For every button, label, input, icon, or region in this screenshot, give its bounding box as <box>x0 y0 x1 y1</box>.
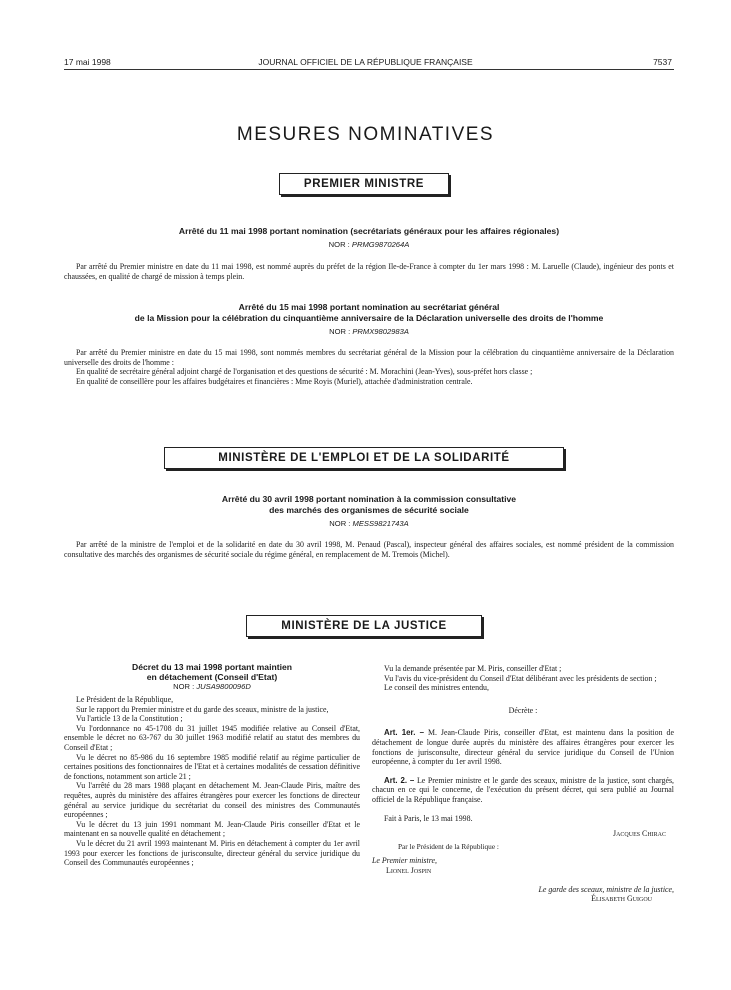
nor-label: NOR : <box>329 519 351 528</box>
visa-paragraph: Vu l'ordonnance no 45-1708 du 31 juillet 1945 modifiée relative au Conseil d'Etat, ensemble le décret no 63-767 du 30 juillet 1963 modifié relatif au statut des membres du Conseil d'Etat ; <box>64 723 360 752</box>
arrete-title-line: des marchés des organismes de sécurité sociale <box>269 504 469 515</box>
arrete-title-line: de la Mission pour la célébration du cinquantième anniversaire de la Déclaration universelle des droits de l'homme <box>134 312 604 323</box>
visa-paragraph: Vu le décret du 13 juin 1991 nommant M. Jean-Claude Piris conseiller d'Etat et le maintenant en sa nouvelle qualité en détachement ; <box>64 819 360 839</box>
article-1 <box>372 728 674 766</box>
nor-label: NOR : <box>328 240 350 249</box>
garde-des-sceaux-name: Élisabeth Guigou <box>591 894 652 904</box>
article-2 <box>372 776 674 805</box>
visa-paragraph: Sur le rapport du Premier ministre et du garde des sceaux, ministre de la justice, <box>76 704 329 714</box>
arrete-title-11-mai: Arrêté du 11 mai 1998 portant nomination (secrétariats généraux pour les affaires régionales) <box>178 226 560 236</box>
premier-ministre-title: Le Premier ministre, <box>372 856 437 866</box>
visa-paragraph: Vu le décret no 85-986 du 16 septembre 1985 modifié relatif au régime particulier de certaines positions des fonctionnaires de l'Etat et à certaines modalités de cessation définitive de fonctions, notamment son article 21 ; <box>64 752 360 781</box>
header-rule <box>64 69 674 70</box>
decret-right-column <box>372 664 674 904</box>
visa-paragraph: Vu l'avis du vice-président du Conseil d'Etat délibérant avec les présidents de section ; <box>384 673 657 683</box>
nor-reference <box>64 240 674 249</box>
visa-paragraph: Vu le décret du 21 avril 1993 maintenant M. Piris en détachement à compter du 1er avril 1993 pour exercer les fonctions de jurisconsulte, directeur général du service juridique du Conseil des Communautés européennes ; <box>64 838 360 868</box>
section-heading-justice: MINISTÈRE DE LA JUSTICE <box>246 615 482 637</box>
nor-label: NOR : <box>329 327 351 336</box>
visa-paragraph: Vu l'article 13 de la Constitution ; <box>76 714 183 724</box>
header-page-number: 7537 <box>653 57 672 67</box>
arrete-title-line: Arrêté du 30 avril 1998 portant nomination à la commission consultative <box>221 494 517 504</box>
par-le-president: Par le Président de la République : <box>398 841 499 851</box>
decret-title <box>64 662 360 682</box>
arrete-title-30-avril <box>64 494 674 515</box>
visa-paragraph: Le Président de la République, <box>76 695 174 704</box>
arrete-title-line: Arrêté du 15 mai 1998 portant nomination au secrétariat général <box>238 302 500 312</box>
main-title: MESURES NOMINATIVES <box>236 124 495 145</box>
arrete-body-11-mai: Par arrêté du Premier ministre en date du 11 mai 1998, est nommé auprès du préfet de la région Ile-de-France à compter du 1er mars 1998 : M. Laruelle (Claude), ingénieur des ponts et chaussées, en qualité de chargé de mission à temps plein. <box>64 262 674 281</box>
decret-title-line: en détachement (Conseil d'Etat) <box>146 672 278 682</box>
nor-reference <box>64 519 674 528</box>
article-2-label: Art. 2. – <box>384 775 415 785</box>
nor-code: JUSA9800096D <box>196 682 251 691</box>
arrete-body-15-mai <box>64 348 674 386</box>
decrete-line: Décrète : <box>508 705 538 715</box>
article-2-text: Le Premier ministre et le garde des sceaux, ministre de la justice, sont chargés, chacun en ce qui le concerne, de l'exécution du présent décret, qui sera publié au Journal officiel de la République française. <box>372 775 675 804</box>
nor-reference <box>64 682 360 692</box>
garde-des-sceaux-title: Le garde des sceaux, ministre de la justice, <box>538 884 674 894</box>
nor-code: MESS9821743A <box>352 519 409 528</box>
decret-title-line: Décret du 13 mai 1998 portant maintien <box>132 662 292 672</box>
body-paragraph: Par arrêté du Premier ministre en date du 15 mai 1998, sont nommés membres du secrétariat général de la Mission pour la célébration du cinquantième anniversaire de la Déclaration universelle des droits de l'homme : <box>64 348 674 367</box>
header-journal-title: JOURNAL OFFICIEL DE LA RÉPUBLIQUE FRANÇAISE <box>258 57 473 67</box>
signature-president: Jacques Chirac <box>613 829 666 839</box>
nor-code: PRMX9802983A <box>352 327 409 336</box>
header-date: 17 mai 1998 <box>64 57 111 67</box>
decret-left-column <box>64 662 360 868</box>
visa-paragraph: Le conseil des ministres entendu, <box>384 683 489 693</box>
section-heading-emploi-solidarite: MINISTÈRE DE L'EMPLOI ET DE LA SOLIDARITÉ <box>164 447 564 469</box>
article-1-label: Art. 1er. – <box>384 728 424 738</box>
nor-code: PRMG9870264A <box>351 240 410 249</box>
nor-reference <box>64 327 674 336</box>
premier-ministre-name: Lionel Jospin <box>386 865 432 875</box>
article-1-text: M. Jean-Claude Piris, conseiller d'Etat, est maintenu dans la position de détachement de longue durée auprès du ministère des affaires étrangères pour exercer les fonctions de jurisconsulte, directeur général du service juridique du Conseil de l'Union européenne, à compter du 1er avril 1998. <box>372 728 674 767</box>
visa-paragraph: Vu la demande présentée par M. Piris, conseiller d'Etat ; <box>384 664 562 673</box>
section-heading-premier-ministre: PREMIER MINISTRE <box>279 173 449 195</box>
body-paragraph: En qualité de conseillère pour les affaires budgétaires et financières : Mme Royis (Muriel), attachée d'administration centrale. <box>76 376 473 386</box>
nor-label: NOR : <box>173 682 195 691</box>
visa-paragraph: Vu l'arrêté du 28 mars 1988 plaçant en détachement M. Jean-Claude Piris, maître des requêtes, auprès du ministère des affaires étrangères pour exercer les fonctions de directeur général au service juridique du secrétariat du conseil des ministres des Communautés européennes ; <box>64 781 360 820</box>
body-paragraph: En qualité de secrétaire général adjoint chargé de l'organisation et des questions de sécurité : M. Morachini (Jean-Yves), sous-préfet hors classe ; <box>76 367 533 377</box>
arrete-body-30-avril: Par arrêté de la ministre de l'emploi et de la solidarité en date du 30 avril 1998, M. Penaud (Pascal), inspecteur général des affaires sociales, est nommé président de la commission consultative des marchés des organismes de sécurité sociale du régime général, en remplacement de M. Tremois (Michel). <box>64 540 674 559</box>
arrete-title-15-mai <box>64 302 674 323</box>
fait-a-paris: Fait à Paris, le 13 mai 1998. <box>384 813 473 823</box>
